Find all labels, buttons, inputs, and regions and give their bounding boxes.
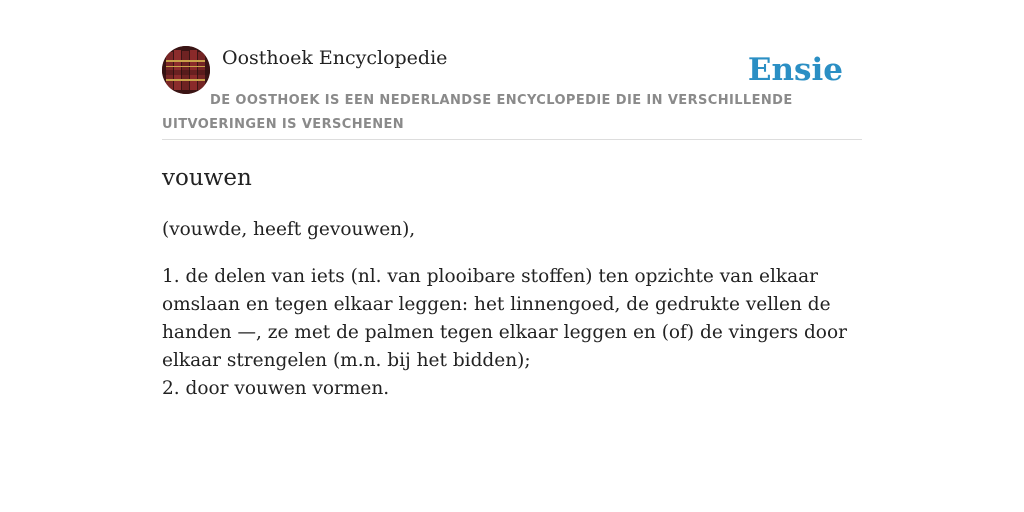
source-tagline: DE OOSTHOEK IS EEN NEDERLANDSE ENCYCLOPEDIE DIE IN VERSCHILLENDE UITVOERINGEN IS VERSCHENEN <box>162 93 793 132</box>
definition-2: 2. door vouwen vormen. <box>162 378 390 399</box>
entry-body <box>162 216 862 403</box>
source-logo[interactable] <box>162 46 210 94</box>
entry-title: vouwen <box>162 165 252 191</box>
entry-grammar: (vouwde, heeft gevouwen), <box>162 219 416 240</box>
site-header <box>162 46 862 140</box>
source-name[interactable]: Oosthoek Encyclopedie <box>222 47 448 69</box>
ensie-brand-logo[interactable]: Ensie <box>747 52 843 88</box>
book-spines-icon <box>162 46 210 94</box>
definition-1: 1. de delen van iets (nl. van plooibare stoffen) ten opzichte van elkaar omslaan en tegen elkaar leggen: het linnengoed, de gedrukte vellen de handen —, ze met de palmen tegen elkaar leggen en (of) de vingers door elkaar strengelen (m.n. bij het bidden); <box>162 266 847 371</box>
